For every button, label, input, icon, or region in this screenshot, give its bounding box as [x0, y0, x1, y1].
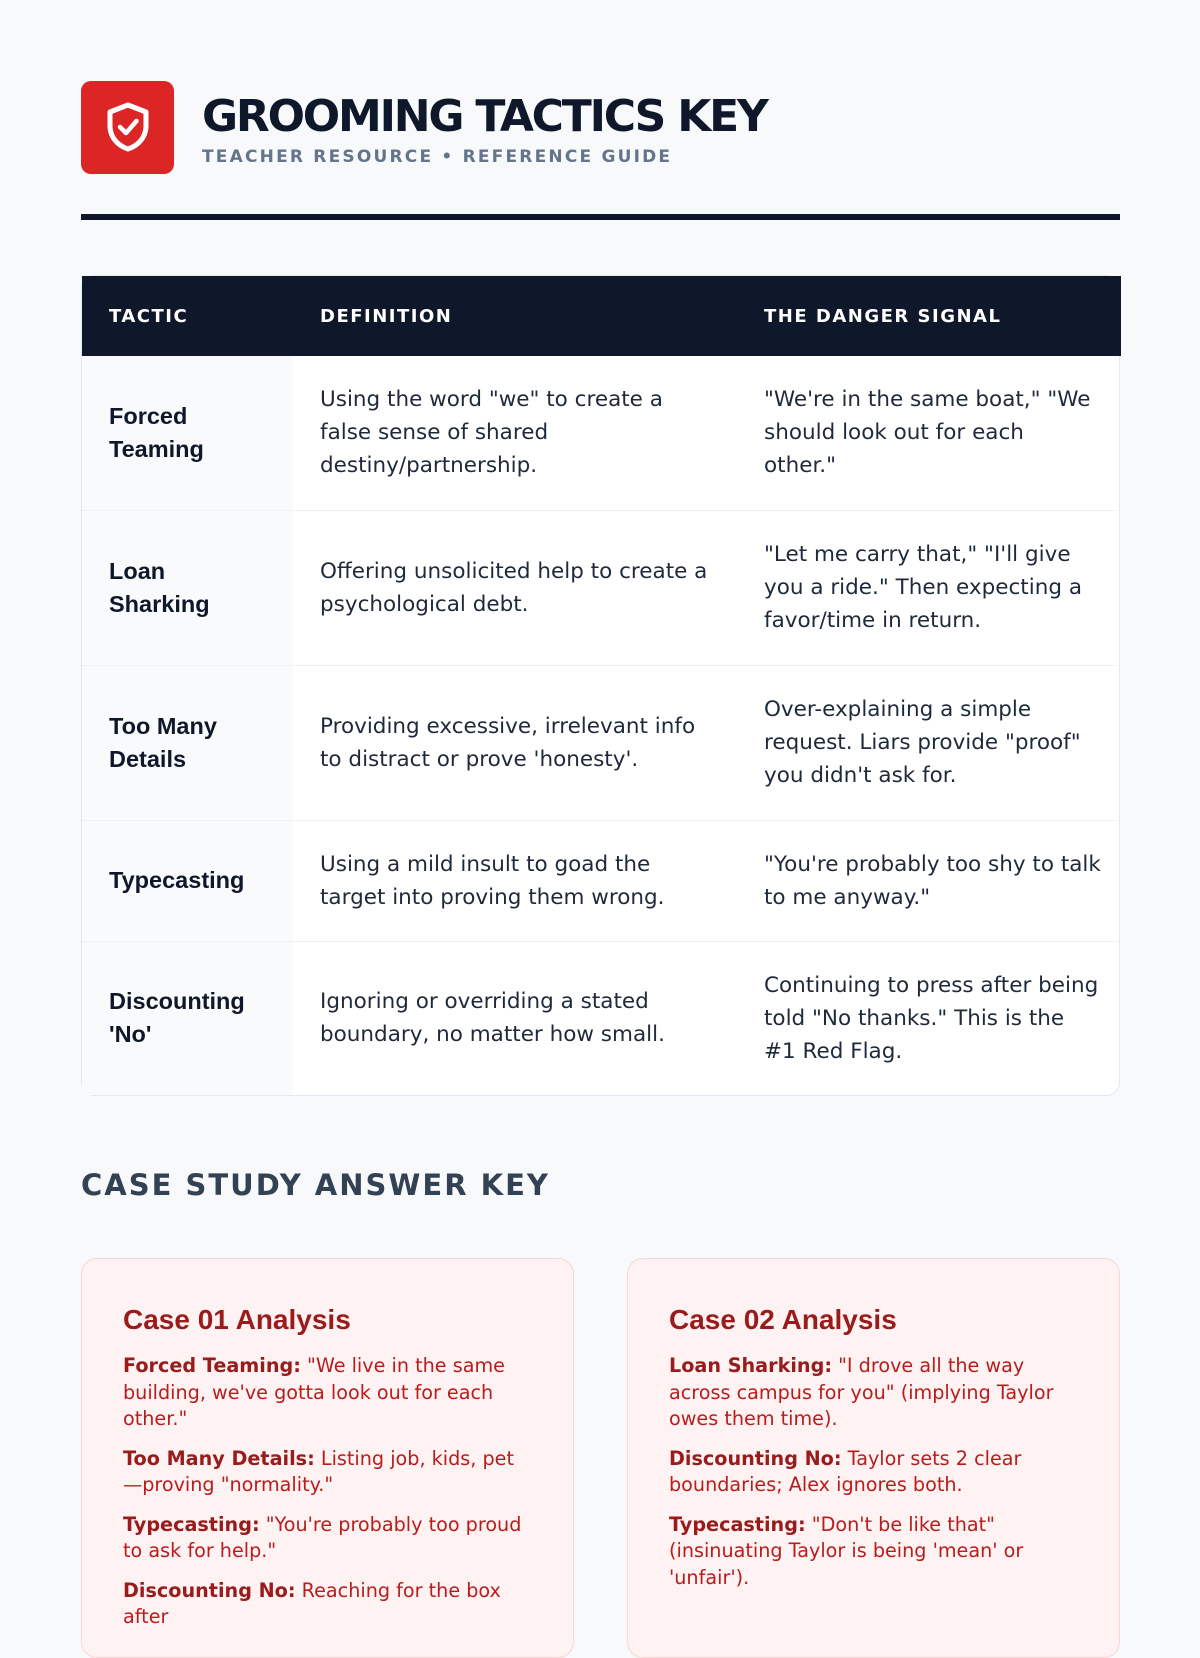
table-row [82, 820, 1121, 941]
danger-signal-cell: Over-explaining a simple request. Liars provide "proof" you didn't ask for. [737, 665, 1121, 820]
table-header-row [82, 276, 1121, 356]
case-point-text: "You're probably too proud to ask for help." [123, 1512, 522, 1562]
tactic-cell: Typecasting [82, 820, 293, 941]
tactic-cell: Too Many Details [82, 665, 293, 820]
tactic-cell: Loan Sharking [82, 510, 293, 665]
case-card-02 [627, 1258, 1120, 1658]
definition-cell: Ignoring or overriding a stated boundary, no matter how small. [293, 941, 737, 1095]
case-point-label: Forced Teaming: [123, 1354, 301, 1377]
case-point-label: Typecasting: [669, 1512, 806, 1536]
table-row [82, 356, 1121, 510]
page-title: GROOMING TACTICS KEY [202, 91, 767, 142]
case-point [669, 1446, 1079, 1499]
case-study-cards [81, 1258, 1120, 1658]
page-header [81, 80, 1120, 174]
case-point [123, 1446, 533, 1499]
tactics-table-card [81, 275, 1120, 1096]
case-point [123, 1353, 533, 1433]
tactics-table [82, 276, 1121, 1095]
case-point [123, 1512, 533, 1565]
shield-check-icon [105, 102, 151, 152]
definition-cell: Providing excessive, irrelevant info to distract or prove 'honesty'. [293, 665, 737, 820]
case-point [123, 1578, 533, 1631]
case-title: Case 01 Analysis [123, 1304, 351, 1335]
case-point-text: Reaching for the box after [123, 1578, 501, 1628]
case-point [669, 1512, 1079, 1592]
case-point-text: Listing job, kids, pet—proving "normality." [123, 1446, 514, 1496]
case-point-label: Typecasting: [123, 1512, 260, 1536]
header-divider [81, 214, 1120, 220]
tactic-cell: Forced Teaming [82, 356, 293, 510]
definition-cell: Using a mild insult to goad the target into proving them wrong. [293, 820, 737, 941]
case-card-01 [81, 1258, 574, 1658]
case-point-label: Too Many Details: [123, 1446, 315, 1470]
case-study-heading: CASE STUDY ANSWER KEY [81, 1168, 550, 1202]
case-point-label: Discounting No: [669, 1446, 842, 1470]
case-point-text: "We live in the same building, we've gotta look out for each other." [123, 1354, 505, 1430]
definition-cell: Offering unsolicited help to create a psychological debt. [293, 510, 737, 665]
table-row [82, 941, 1121, 1095]
danger-signal-cell: "Let me carry that," "I'll give you a ride." Then expecting a favor/time in return. [737, 510, 1121, 665]
definition-cell: Using the word "we" to create a false sense of shared destiny/partnership. [320, 387, 663, 479]
danger-signal-cell: Continuing to press after being told "No thanks." This is the #1 Red Flag. [737, 941, 1121, 1095]
danger-signal-cell: "You're probably too shy to talk to me anyway." [737, 820, 1121, 941]
case-point-text: "Don't be like that" (insinuating Taylor is being 'mean' or 'unfair'). [669, 1512, 1024, 1589]
case-title: Case 02 Analysis [669, 1304, 897, 1335]
case-point-text: "I drove all the way across campus for you" (implying Taylor owes them time). [669, 1354, 1054, 1430]
header-titles [202, 87, 767, 167]
case-point-label: Discounting No: [123, 1578, 296, 1602]
danger-signal-cell: "We're in the same boat," "We should look out for each other." [764, 387, 1091, 479]
table-row [82, 510, 1121, 665]
table-row [82, 665, 1121, 820]
column-header-tactic: TACTIC [82, 276, 293, 356]
logo-badge [81, 81, 174, 174]
case-point-text: Taylor sets 2 clear boundaries; Alex ignores both. [669, 1446, 1022, 1496]
case-point [669, 1353, 1079, 1433]
column-header-danger-signal: THE DANGER SIGNAL [737, 276, 1121, 356]
case-point-label: Loan Sharking: [669, 1354, 832, 1377]
tactic-cell: Discounting 'No' [82, 941, 293, 1095]
page-subtitle: TEACHER RESOURCE • REFERENCE GUIDE [202, 147, 673, 167]
reference-page [81, 80, 1120, 1658]
column-header-definition: DEFINITION [293, 276, 737, 356]
